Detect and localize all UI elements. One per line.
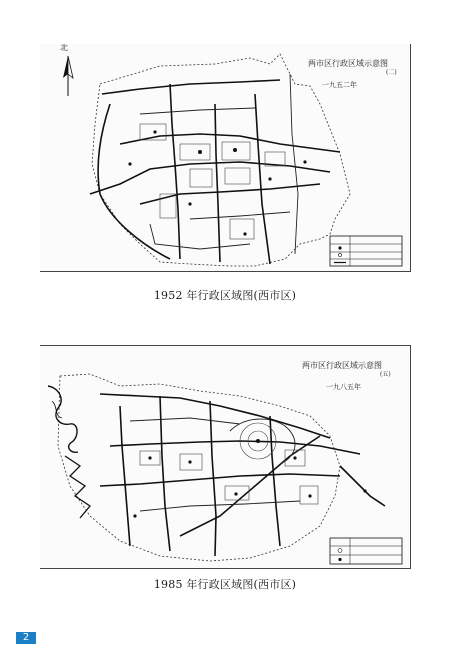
map-title: 两市区行政区域示意图 — [308, 59, 388, 68]
map-1952-drawing — [40, 44, 410, 271]
north-arrow-icon — [63, 56, 73, 96]
map-year: 一九五二年 — [322, 81, 357, 89]
map-legend — [330, 236, 402, 266]
map-1952-caption: 1952 年行政区域图(西市区) — [153, 289, 297, 302]
map-1985-drawing — [40, 346, 410, 568]
north-label: 北 — [60, 44, 68, 52]
railway-line — [65, 456, 90, 518]
map-legend — [330, 538, 402, 564]
district-boundary — [92, 54, 350, 266]
map-1952 — [40, 44, 411, 272]
map-title: 两市区行政区域示意图 — [302, 361, 382, 370]
map-number: (五) — [380, 371, 391, 378]
map-number: (二) — [386, 69, 397, 76]
river-shape — [48, 386, 78, 452]
map-1985 — [40, 345, 411, 569]
map-year: 一九八五年 — [326, 383, 361, 391]
map-1985-caption: 1985 年行政区域图(西市区) — [153, 578, 297, 591]
page-number-badge: 2 — [16, 632, 36, 644]
